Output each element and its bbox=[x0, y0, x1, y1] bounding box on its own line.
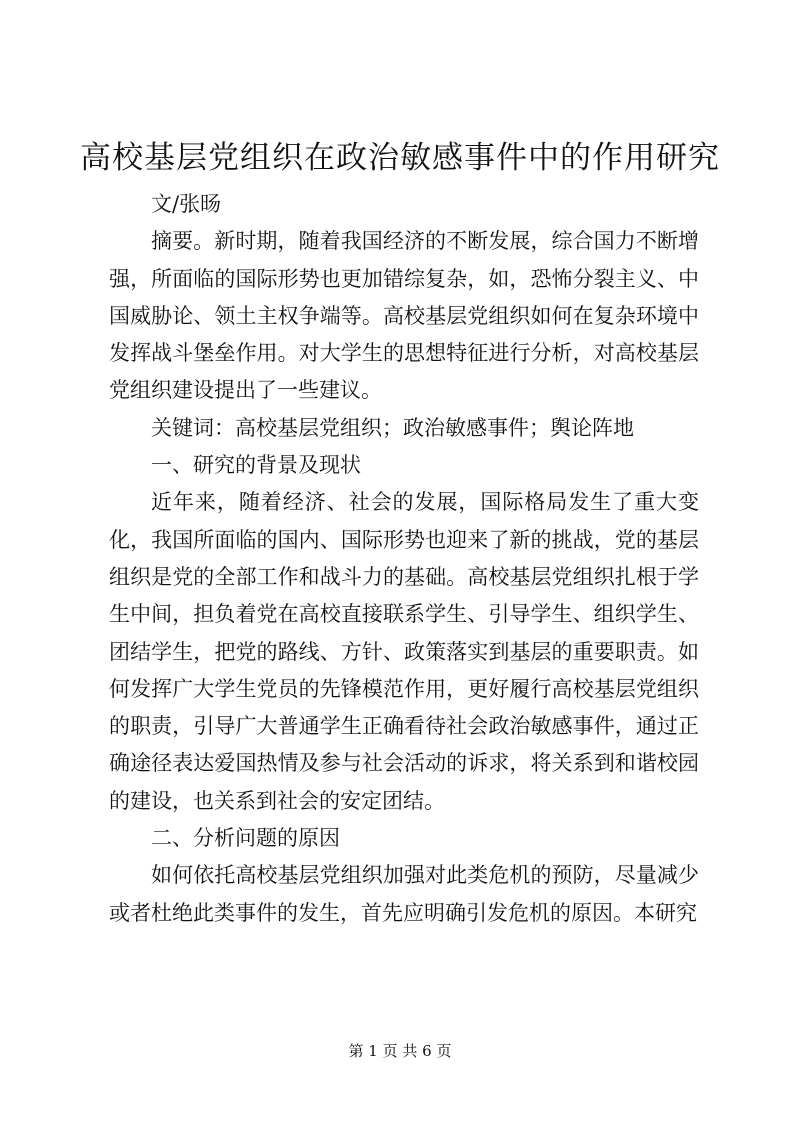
section-heading-1: 一、研究的背景及现状 bbox=[151, 453, 361, 478]
page-number-footer: 第 1 页 共 6 页 bbox=[348, 1042, 452, 1060]
abstract-paragraph: 摘要。新时期，随着我国经济的不断发展，综合国力不断增强，所面临的国际形势也更加错综复杂，如，恐怖分裂主义、中国威胁论、领土主权争端等。高校基层党组织如何在复杂环境中发挥战斗堡垒作用。对大学生的思想特征进行分析，对高校基层党组织建设提出了一些建议。 bbox=[109, 229, 699, 403]
keywords-paragraph: 关键词：高校基层党组织；政治敏感事件；舆论阵地 bbox=[151, 415, 634, 440]
body-paragraph-2: 如何依托高校基层党组织加强对此类危机的预防，尽量减少或者杜绝此类事件的发生，首先应明确引发危机的原因。本研究 bbox=[109, 863, 699, 925]
author-line: 文/张旸 bbox=[151, 192, 222, 216]
document-title: 高校基层党组织在政治敏感事件中的作用研究 bbox=[80, 140, 720, 176]
body-paragraph-1: 近年来，随着经济、社会的发展，国际格局发生了重大变化，我国所面临的国内、国际形势也迎来了新的挑战，党的基层组织是党的全部工作和战斗力的基础。高校基层党组织扎根于学生中间，担负着党在高校直接联系学生、引导学生、组织学生、团结学生，把党的路线、方针、政策落实到基层的重要职责。如何发挥广大学生党员的先锋模范作用，更好履行高校基层党组织的职责，引导广大普通学生正确看待社会政治敏感事件，通过正确途径表达爱国热情及参与社会活动的诉求，将关系到和谐校园的建设，也关系到社会的安定团结。 bbox=[109, 490, 699, 813]
section-heading-2: 二、分析问题的原因 bbox=[151, 826, 340, 851]
document-body bbox=[109, 186, 699, 932]
